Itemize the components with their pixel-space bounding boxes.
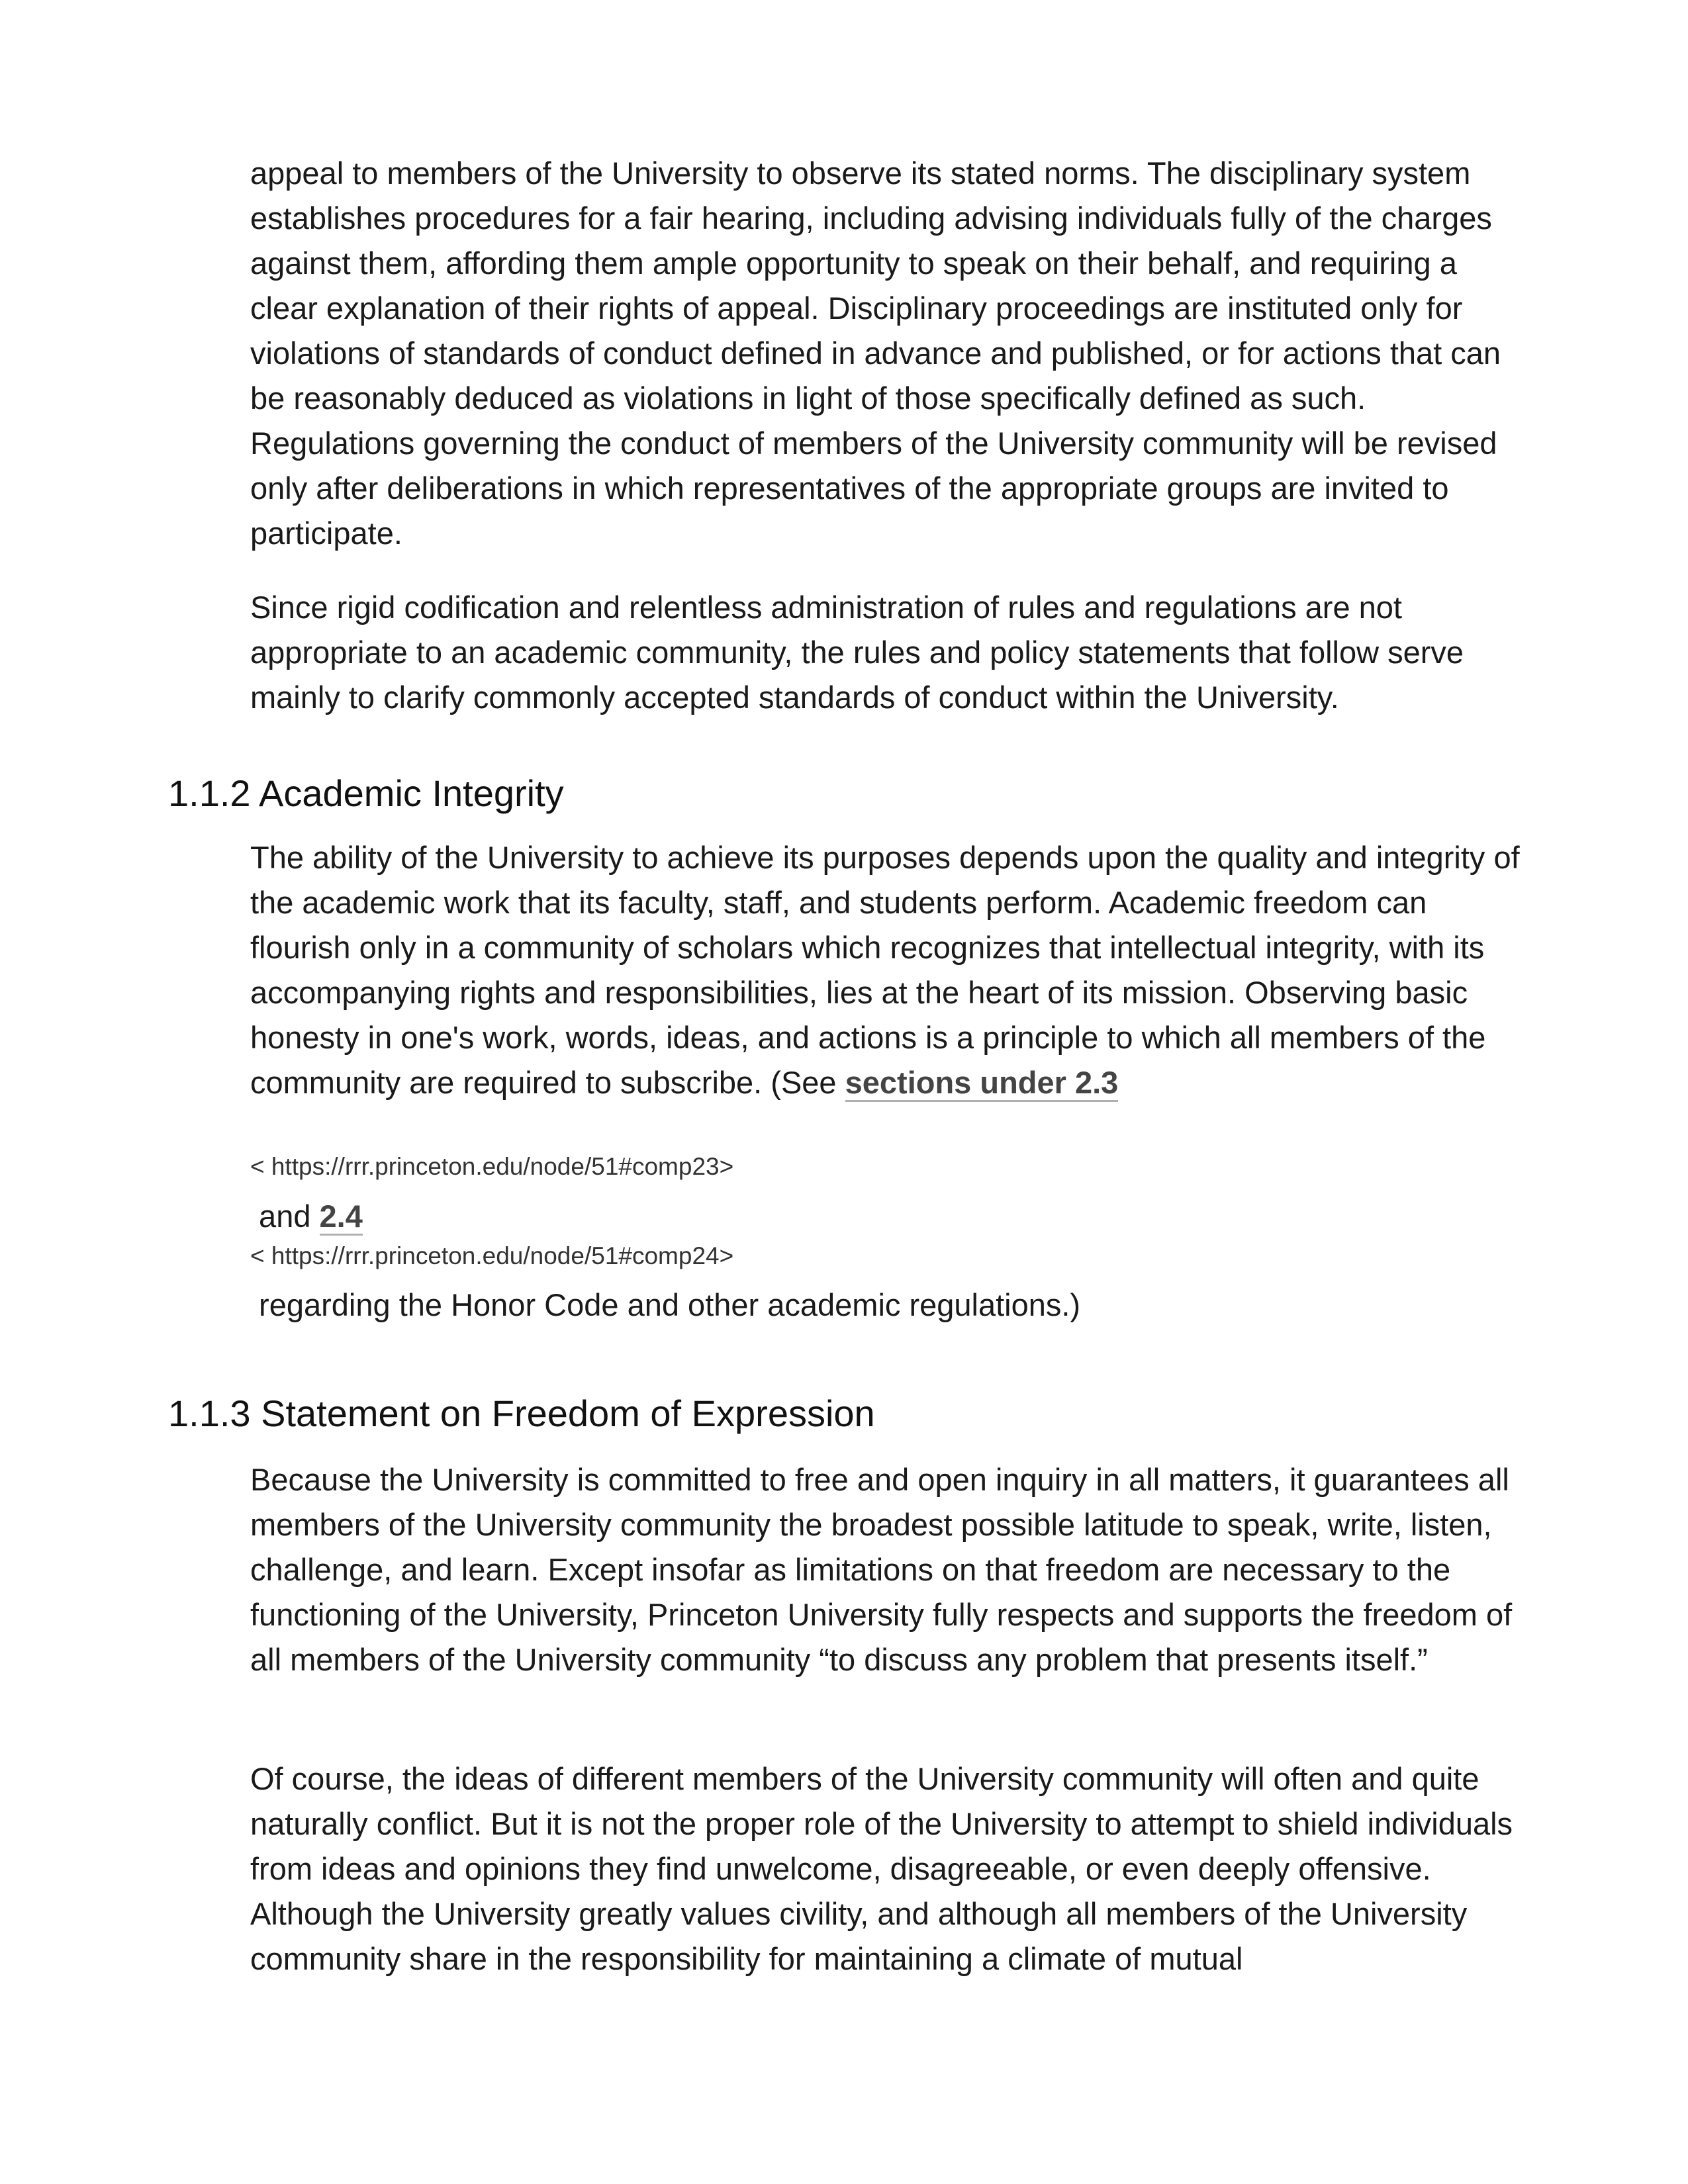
- intro-paragraph-2: Since rigid codification and relentless administration of rules and regulations are not appropriate to an academic community, the rules and policy statements that follow serve mainly to clarify commonly accepted standards of conduct within the University.: [250, 590, 1464, 715]
- section-heading-academic-integrity: 1.1.2 Academic Integrity: [168, 772, 564, 814]
- freedom-paragraph-1: Because the University is committed to free and open inquiry in all matters, it guarantees all members of the University community the broadest possible latitude to speak, write, listen, challenge, and learn. Except insofar as limitations on that freedom are necessary to the functioning of the University, Princeton University fully respects and supports the freedom of all members of the University community “to discuss any problem that presents itself.”: [250, 1462, 1513, 1677]
- section-heading-freedom-of-expression: 1.1.3 Statement on Freedom of Expression: [168, 1392, 875, 1434]
- link-url-note-2-4: < https://rrr.princeton.edu/node/51#comp24>: [250, 1242, 734, 1269]
- and-text: and: [250, 1199, 320, 1234]
- academic-integrity-closing: regarding the Honor Code and other academic regulations.): [250, 1287, 1081, 1322]
- link-url-note-2-3: < https://rrr.princeton.edu/node/51#comp23>: [250, 1153, 734, 1180]
- freedom-paragraph-2: Of course, the ideas of different members of the University community will often and quite naturally conflict. But it is not the proper role of the University to attempt to shield individuals from ideas and opinions they find unwelcome, disagreeable, or even deeply offensive. Although the University greatly values civility, and although all members of the University community share in the responsibility for maintaining a climate of mutual: [250, 1761, 1513, 1976]
- link-sections-under-2-3[interactable]: sections under 2.3: [845, 1065, 1119, 1102]
- academic-integrity-text: The ability of the University to achieve its purposes depends upon the quality and integrity of the academic work that its faculty, staff, and students perform. Academic freedom can flourish only in a community of scholars which recognizes that intellectual integrity, with its accompanying rights and responsibilities, lies at the heart of its mission. Observing basic honesty in one's work, words, ideas, and actions is a principle to which all members of the community are required to subscribe. (See: [250, 840, 1520, 1100]
- intro-paragraph-1: appeal to members of the University to observe its stated norms. The disciplinary system establishes procedures for a fair hearing, including advising individuals fully of the charges against them, affording them ample opportunity to speak on their behalf, and requiring a clear explanation of their rights of appeal. Disciplinary proceedings are instituted only for violations of standards of conduct defined in advance and published, or for actions that can be reasonably deduced as violations in light of those specifically defined as such. Regulations governing the conduct of members of the University community will be revised only after deliberations in which representatives of the appropriate groups are invited to participate.: [250, 156, 1501, 551]
- link-2-4[interactable]: 2.4: [320, 1199, 363, 1236]
- academic-integrity-paragraph: [250, 835, 1528, 1105]
- and-line: [250, 1194, 363, 1239]
